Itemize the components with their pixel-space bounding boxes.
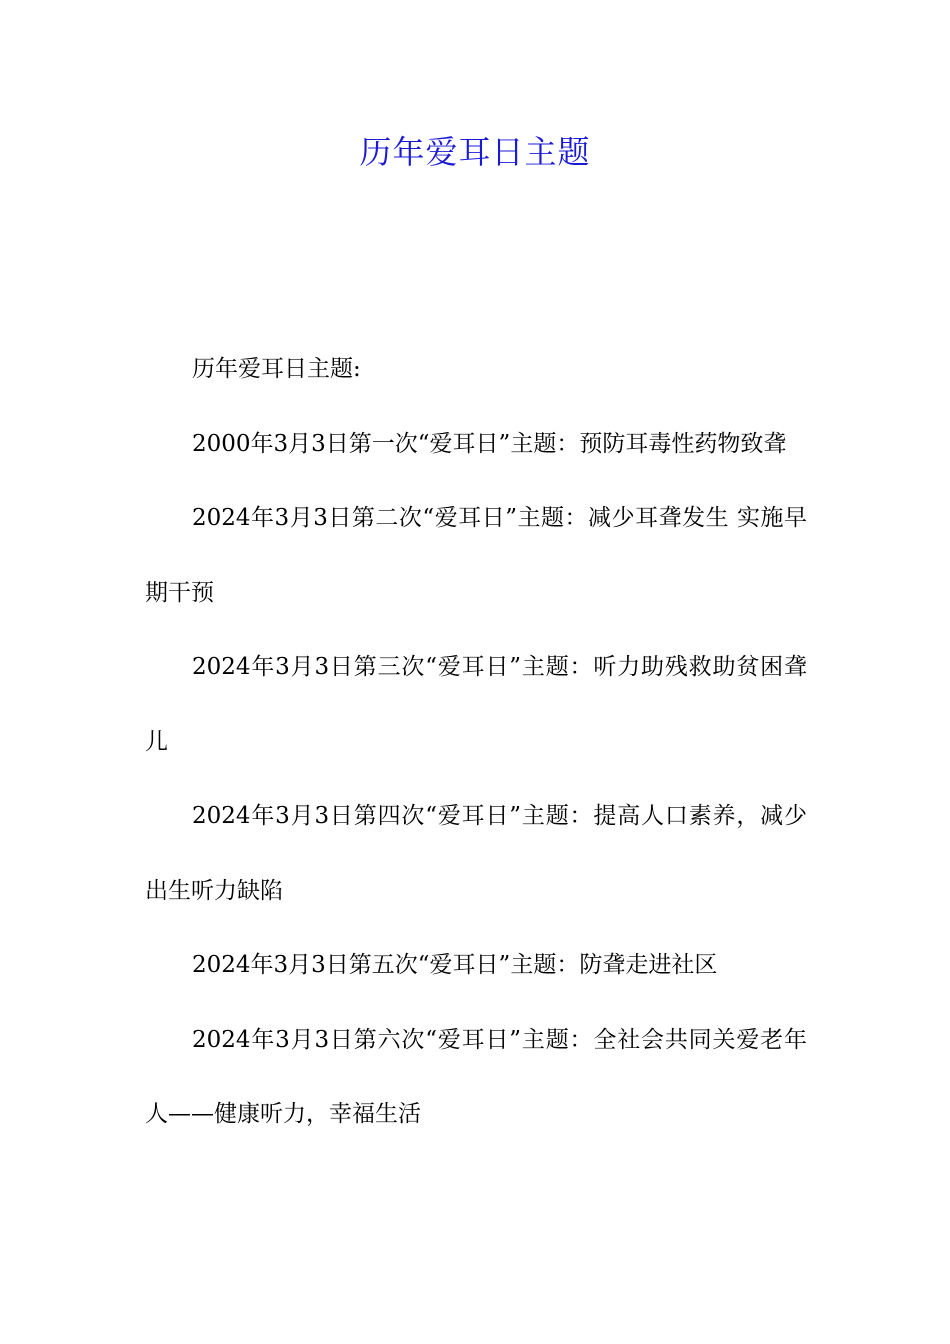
theme-paragraph-3: 2024年3月3日第三次“爱耳日”主题：听力助残救助贫困聋儿 — [145, 654, 807, 755]
document-body — [145, 332, 807, 1152]
document-title: 历年爱耳日主题 — [359, 133, 591, 171]
theme-paragraph-1: 2000年3月3日第一次“爱耳日”主题：预防耳毒性药物致聋 — [192, 430, 787, 457]
theme-paragraph-2: 2024年3月3日第二次“爱耳日”主题：减少耳聋发生 实施早期干预 — [145, 505, 807, 606]
theme-paragraph-6: 2024年3月3日第六次“爱耳日”主题：全社会共同关爱老年人——健康听力，幸福生活 — [145, 1026, 807, 1127]
theme-paragraph-4: 2024年3月3日第四次“爱耳日”主题：提高人口素养，减少出生听力缺陷 — [145, 803, 807, 904]
intro-paragraph: 历年爱耳日主题: — [192, 356, 361, 382]
theme-paragraph-5: 2024年3月3日第五次“爱耳日”主题：防聋走进社区 — [192, 952, 718, 978]
